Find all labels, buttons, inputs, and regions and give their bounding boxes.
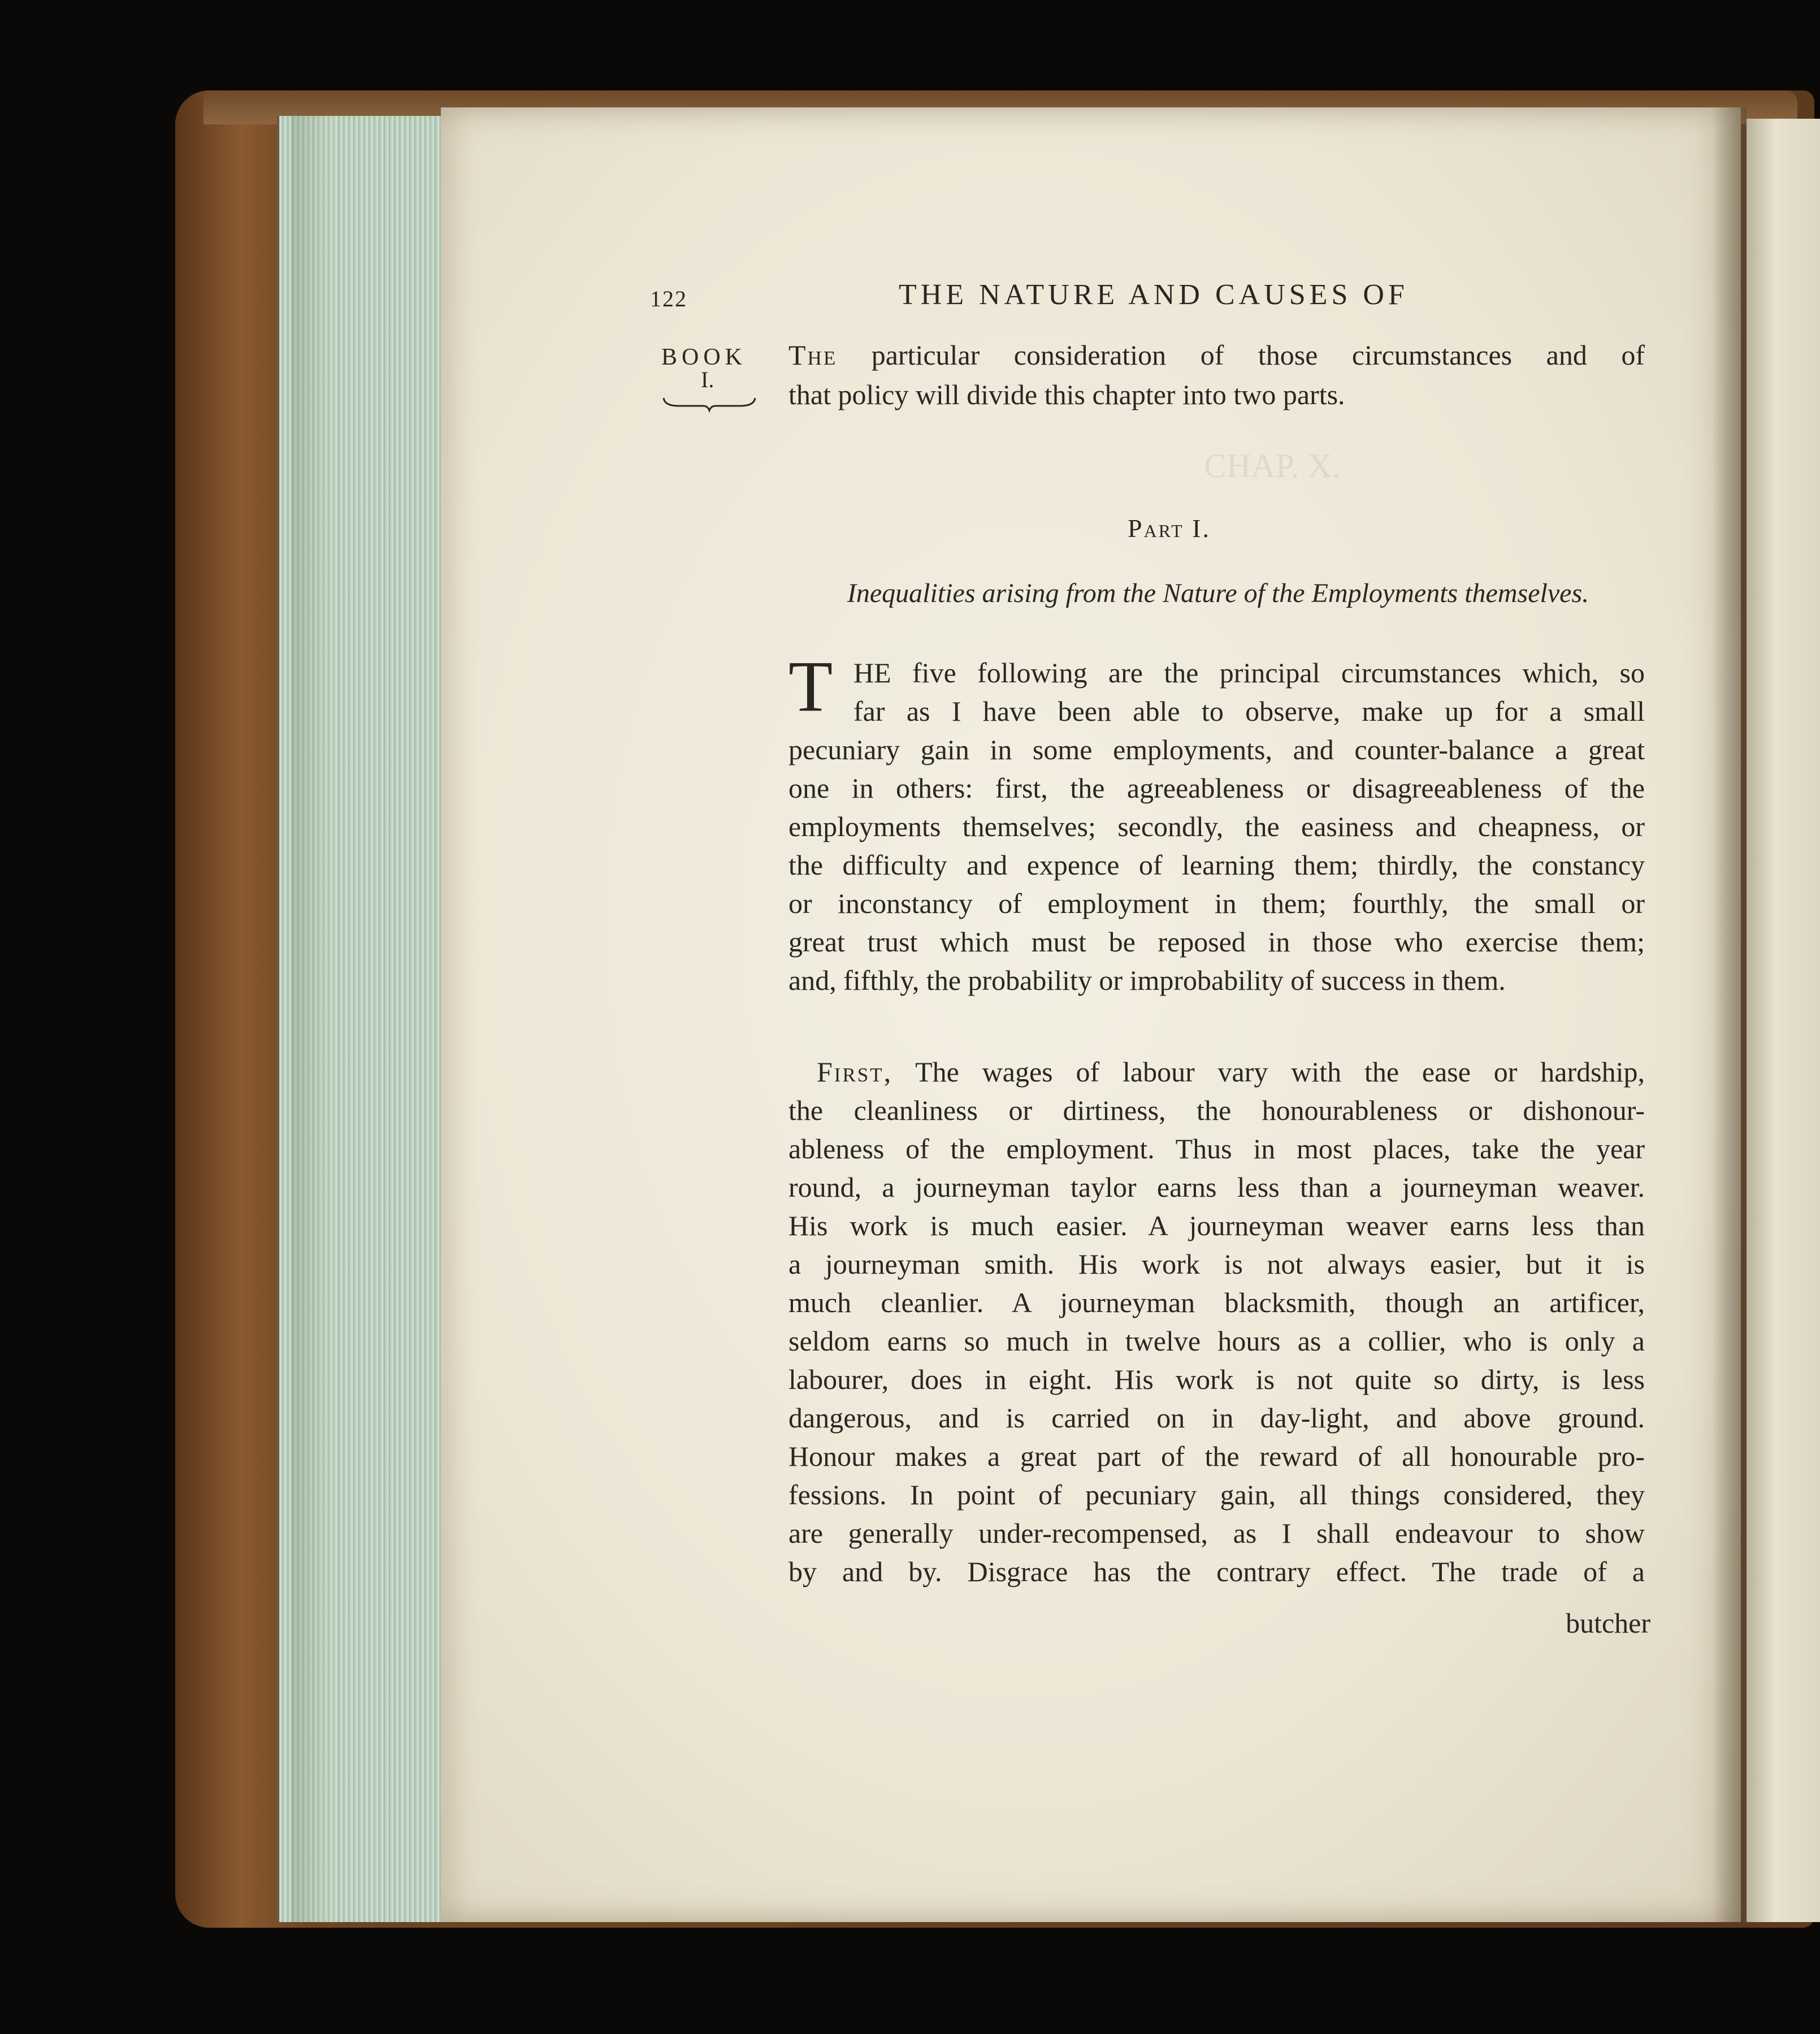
paragraph1-line: employments themselves; secondly, the easiness and cheapness, or	[788, 811, 1645, 842]
paragraph2-line-1-text: The wages of labour vary with the ease or hardship,	[915, 1056, 1645, 1088]
brace-icon	[661, 396, 757, 413]
drop-cap: T	[788, 646, 833, 726]
paragraph1-line: HE five following are the principal circumstances which, so	[853, 657, 1645, 689]
part-heading: Part I.	[1128, 514, 1211, 543]
paragraph1-line: far as I have been able to observe, make up for a small	[853, 695, 1645, 727]
paragraph2-line: round, a journeyman taylor earns less than a journeyman weaver.	[788, 1171, 1645, 1203]
paragraph1-line: and, fifthly, the probability or improbability of success in them.	[788, 964, 1506, 996]
margin-book-number: I.	[701, 367, 714, 392]
paragraph2-line: fessions. In point of pecuniary gain, all things considered, they	[788, 1479, 1645, 1511]
margin-book-label: BOOK	[661, 344, 747, 370]
paragraph2-line: much cleanlier. A journeyman blacksmith, though an artificer,	[788, 1287, 1645, 1318]
catchword: butcher	[1566, 1607, 1650, 1639]
facing-page-edge	[1747, 119, 1820, 1922]
intro-line-2: that policy will divide this chapter into two parts.	[788, 379, 1345, 410]
paragraph2-line: are generally under-recompensed, as I shall endeavour to show	[788, 1517, 1645, 1549]
part-subtitle: Inequalities arising from the Nature of the Employments themselves.	[847, 578, 1589, 608]
paragraph2-line: the cleanliness or dirtiness, the honourableness or dishonour-	[788, 1094, 1645, 1126]
show-through-text: CHAP. X.	[1204, 447, 1341, 484]
paragraph1-line: the difficulty and expence of learning them; thirdly, the constancy	[788, 849, 1645, 881]
paragraph2-line: Honour makes a great part of the reward of all honourable pro-	[788, 1440, 1645, 1472]
paragraph2-line: by and by. Disgrace has the contrary effect. The trade of a	[788, 1556, 1645, 1587]
paragraph2-line: labourer, does in eight. His work is not quite so dirty, is less	[788, 1364, 1645, 1395]
page-number: 122	[650, 286, 687, 311]
intro-lead-word: The	[788, 339, 838, 371]
paragraph1-line: or inconstancy of employment in them; fourthly, the small or	[788, 888, 1645, 919]
paragraph2-line: dangerous, and is carried on in day-light, and above ground.	[788, 1402, 1645, 1434]
running-title: THE NATURE AND CAUSES OF	[899, 279, 1409, 311]
paragraph1-line: pecuniary gain in some employments, and counter-balance a great	[788, 734, 1645, 765]
page-gutter-shadow	[1713, 107, 1747, 1922]
paragraph2-line: His work is much easier. A journeyman weaver earns less than	[788, 1210, 1645, 1241]
paragraph1-line: great trust which must be reposed in those who exercise them;	[788, 926, 1645, 958]
paragraph2-line: ableness of the employment. Thus in most places, take the year	[788, 1133, 1645, 1165]
paragraph2-lead-word: First,	[817, 1056, 893, 1088]
fore-edge-shadow	[291, 116, 336, 1922]
intro-line-1-text: particular consideration of those circumstances and of	[871, 339, 1645, 371]
paragraph2-line: a journeyman smith. His work is not always easier, but it is	[788, 1248, 1645, 1280]
paragraph1-line: one in others: first, the agreeableness or disagreeableness of the	[788, 772, 1645, 804]
paragraph2-line: seldom earns so much in twelve hours as a collier, who is only a	[788, 1325, 1645, 1357]
intro-line-1	[788, 338, 1645, 372]
paragraph2-line-1	[788, 1055, 1645, 1089]
